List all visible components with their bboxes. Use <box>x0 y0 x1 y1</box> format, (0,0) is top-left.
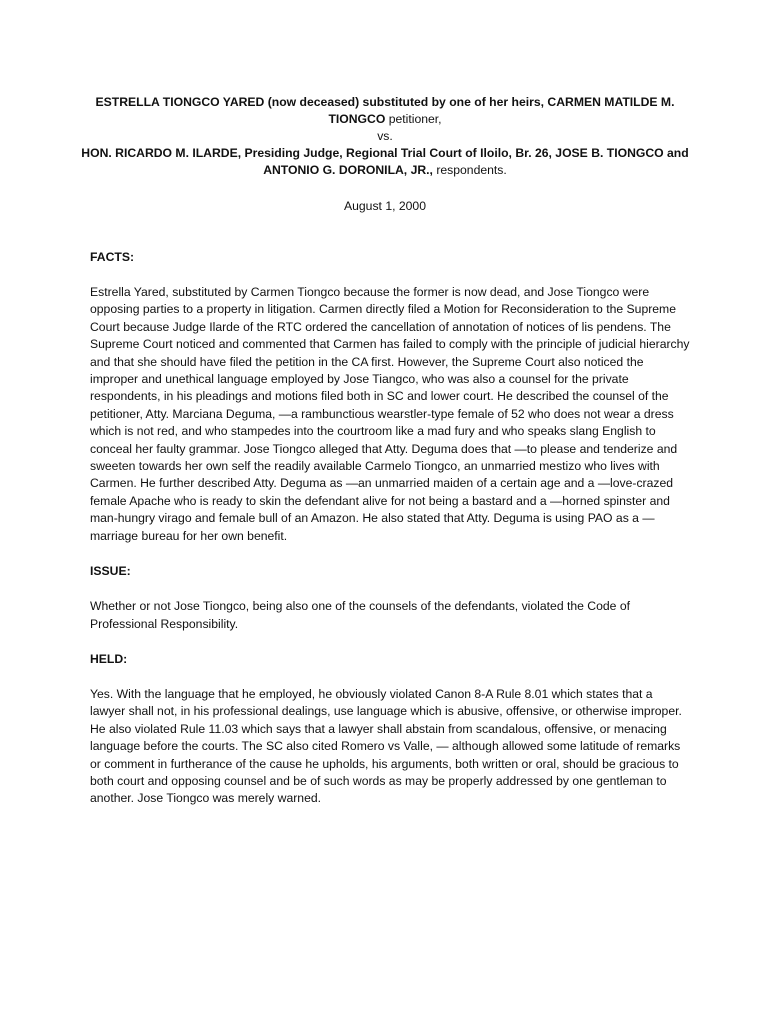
respondents-line-2 <box>80 162 690 179</box>
decision-date: August 1, 2000 <box>344 199 426 213</box>
versus-line <box>80 128 690 145</box>
facts-heading: FACTS: <box>90 250 135 264</box>
facts-paragraph: Estrella Yared, substituted by Carmen Tiongco because the former is now dead, and Jose Tiongco were opposing parties to a property in litigation. Carmen directly filed a Motion for Reconsideration to the Supreme Court because Judge Ilarde of the RTC ordered the cancellation of annotation of notices of lis pendens. The Supreme Court noticed and commented that Carmen has failed to comply with the principle of judicial hierarchy and that she should have filed the petition in the CA first. However, the Supreme Court also noticed the improper and unethical language employed by Jose Tiangco, who was also a counsel for the private respondents, in his pleadings and motions filed both in SC and lower court. He described the counsel of the petitioner, Atty. Marciana Deguma, —a rambunctious wearstler-type female of 52 who does not wear a dress which is not red, and who stampedes into the courtroom like a mad fury and who speaks slang English to conceal her faulty grammar. Jose Tiongco alleged that Atty. Deguma does that —to please and tenderize and sweeten towards her own self the readily available Carmelo Tiongco, an unmarried mestizo who lives with Carmen. He further described Atty. Deguma as —an unmarried maiden of a certain age and a —love-crazed female Apache who is ready to skin the defendant alive for not being a bastard and a —horned spinster and man-hungry virago and female bull of an Amazon. He also stated that Atty. Deguma is using PAO as a —marriage bureau for her own benefit. <box>90 285 690 543</box>
respondents-role: respondents. <box>432 163 507 177</box>
respondents-line <box>80 145 690 162</box>
petitioner-name-1: ESTRELLA TIONGCO YARED (now deceased) substituted by one of her heirs, CARMEN MATILDE M. <box>95 95 675 109</box>
issue-paragraph: Whether or not Jose Tiongco, being also one of the counsels of the defendants, violated the Code of Professional Responsibility. <box>90 599 630 631</box>
versus-text: vs. <box>377 129 393 143</box>
respondents-names-1: HON. RICARDO M. ILARDE, Presiding Judge, Regional Trial Court of Iloilo, Br. 26, JOSE B. TIONGCO and <box>81 146 689 160</box>
petitioner-line-2 <box>80 111 690 128</box>
issue-heading: ISSUE: <box>90 564 131 579</box>
respondents-names-2: ANTONIO G. DORONILA, JR., <box>263 163 433 177</box>
held-heading: HELD: <box>90 651 128 666</box>
held-paragraph: Yes. With the language that he employed, he obviously violated Canon 8-A Rule 8.01 which states that a lawyer shall not, in his professional dealings, use language which is abusive, offensive, or otherwise improper. He also violated Rule 11.03 which says that a lawyer shall abstain from scandalous, offensive, or menacing language before the courts. The SC also cited Romero vs Valle, — although allowed some latitude of remarks or comment in furtherance of the cause he upholds, his arguments, both written or oral, should be gracious to both court and opposing counsel and be of such words as may be properly addressed by one gentleman to another. Jose Tiongco was merely warned. <box>90 686 682 806</box>
petitioner-name-2: TIONGCO <box>328 112 386 126</box>
petitioner-role: petitioner, <box>385 112 442 126</box>
case-caption <box>80 94 690 179</box>
petitioner-line <box>80 94 690 111</box>
